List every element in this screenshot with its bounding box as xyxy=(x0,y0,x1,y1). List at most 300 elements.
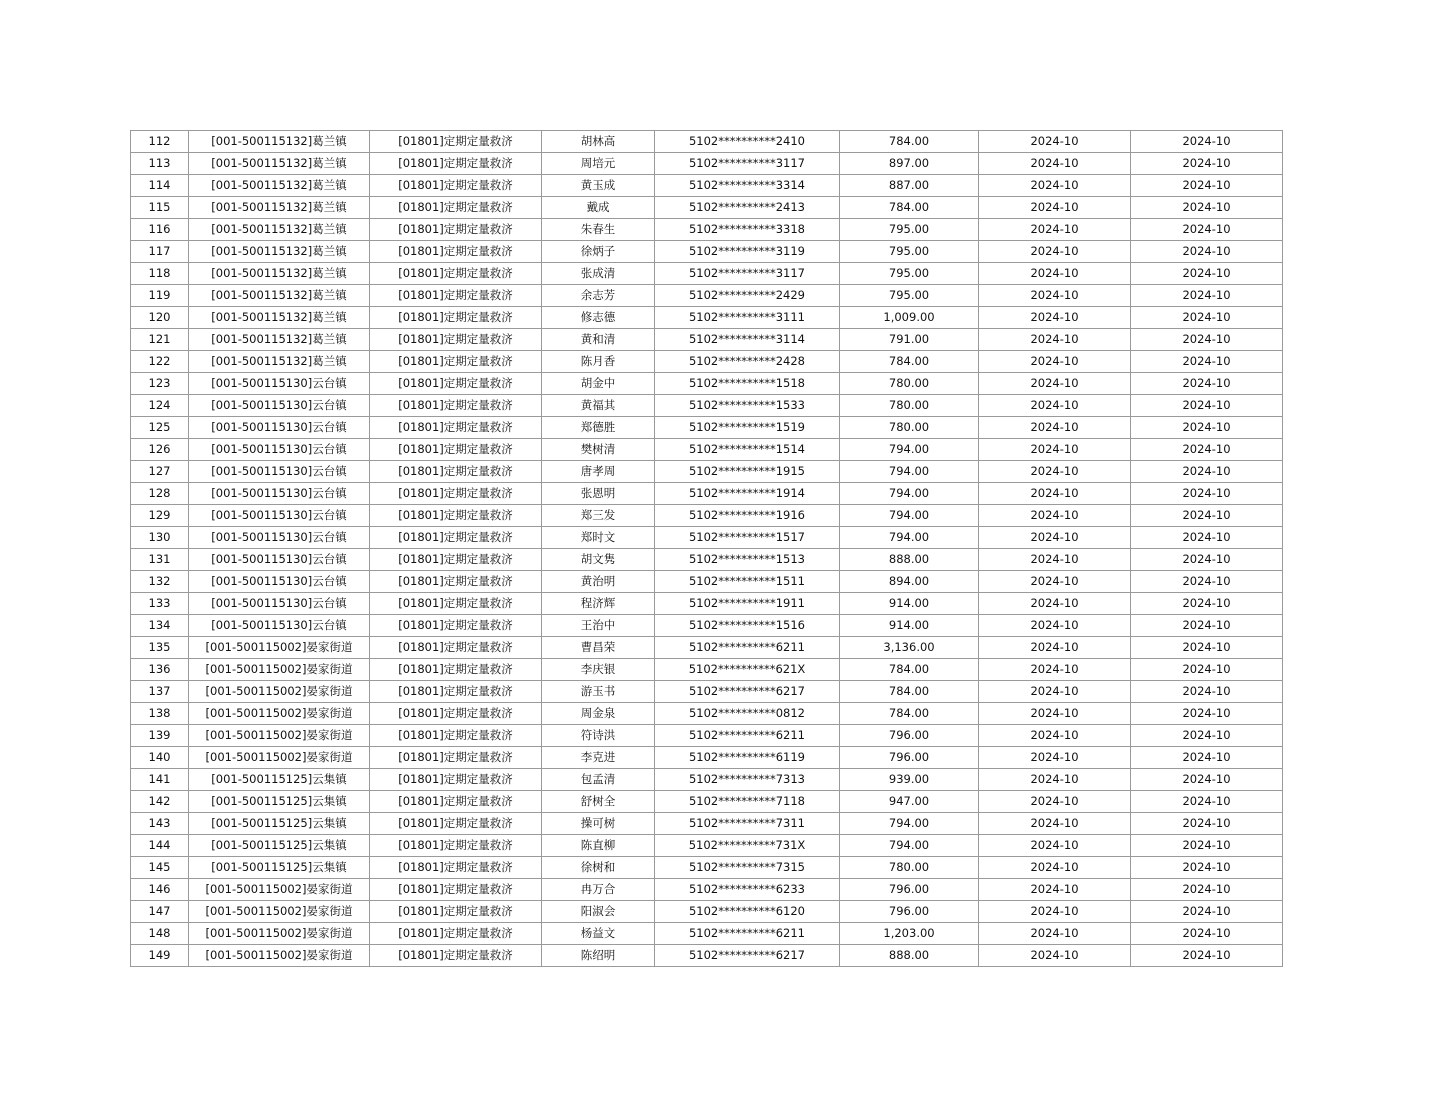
id-number-cell: 5102**********6211 xyxy=(655,637,840,659)
table-row xyxy=(131,593,1283,615)
relief-type-cell: [01801]定期定量救济 xyxy=(370,835,542,857)
id-number-cell: 5102**********7313 xyxy=(655,769,840,791)
row-number-cell: 136 xyxy=(131,659,189,681)
table-row xyxy=(131,923,1283,945)
start-period-cell: 2024-10 xyxy=(979,395,1131,417)
end-period-cell: 2024-10 xyxy=(1131,527,1283,549)
id-number-cell: 5102**********2413 xyxy=(655,197,840,219)
start-period-cell: 2024-10 xyxy=(979,593,1131,615)
start-period-cell: 2024-10 xyxy=(979,241,1131,263)
end-period-cell: 2024-10 xyxy=(1131,417,1283,439)
area-cell: [001-500115130]云台镇 xyxy=(189,527,370,549)
relief-type-cell: [01801]定期定量救济 xyxy=(370,571,542,593)
relief-type-cell: [01801]定期定量救济 xyxy=(370,747,542,769)
id-number-cell: 5102**********3314 xyxy=(655,175,840,197)
end-period-cell: 2024-10 xyxy=(1131,857,1283,879)
name-cell: 余志芳 xyxy=(542,285,655,307)
id-number-cell: 5102**********6217 xyxy=(655,945,840,967)
name-cell: 李克进 xyxy=(542,747,655,769)
table-row xyxy=(131,703,1283,725)
start-period-cell: 2024-10 xyxy=(979,769,1131,791)
start-period-cell: 2024-10 xyxy=(979,263,1131,285)
relief-type-cell: [01801]定期定量救济 xyxy=(370,197,542,219)
end-period-cell: 2024-10 xyxy=(1131,923,1283,945)
id-number-cell: 5102**********1533 xyxy=(655,395,840,417)
row-number-cell: 119 xyxy=(131,285,189,307)
row-number-cell: 134 xyxy=(131,615,189,637)
row-number-cell: 132 xyxy=(131,571,189,593)
relief-type-cell: [01801]定期定量救济 xyxy=(370,153,542,175)
end-period-cell: 2024-10 xyxy=(1131,395,1283,417)
start-period-cell: 2024-10 xyxy=(979,923,1131,945)
area-cell: [001-500115132]葛兰镇 xyxy=(189,329,370,351)
start-period-cell: 2024-10 xyxy=(979,351,1131,373)
relief-type-cell: [01801]定期定量救济 xyxy=(370,483,542,505)
end-period-cell: 2024-10 xyxy=(1131,703,1283,725)
table-row xyxy=(131,461,1283,483)
id-number-cell: 5102**********1914 xyxy=(655,483,840,505)
table-row xyxy=(131,351,1283,373)
end-period-cell: 2024-10 xyxy=(1131,835,1283,857)
table-row xyxy=(131,285,1283,307)
area-cell: [001-500115130]云台镇 xyxy=(189,593,370,615)
relief-type-cell: [01801]定期定量救济 xyxy=(370,329,542,351)
id-number-cell: 5102**********7311 xyxy=(655,813,840,835)
table-row xyxy=(131,373,1283,395)
start-period-cell: 2024-10 xyxy=(979,549,1131,571)
end-period-cell: 2024-10 xyxy=(1131,153,1283,175)
row-number-cell: 130 xyxy=(131,527,189,549)
id-number-cell: 5102**********2428 xyxy=(655,351,840,373)
amount-cell: 939.00 xyxy=(840,769,979,791)
table-row xyxy=(131,725,1283,747)
amount-cell: 897.00 xyxy=(840,153,979,175)
row-number-cell: 140 xyxy=(131,747,189,769)
area-cell: [001-500115132]葛兰镇 xyxy=(189,153,370,175)
id-number-cell: 5102**********731X xyxy=(655,835,840,857)
id-number-cell: 5102**********3114 xyxy=(655,329,840,351)
table-row xyxy=(131,329,1283,351)
id-number-cell: 5102**********1916 xyxy=(655,505,840,527)
end-period-cell: 2024-10 xyxy=(1131,813,1283,835)
name-cell: 王治中 xyxy=(542,615,655,637)
end-period-cell: 2024-10 xyxy=(1131,791,1283,813)
row-number-cell: 128 xyxy=(131,483,189,505)
relief-type-cell: [01801]定期定量救济 xyxy=(370,263,542,285)
row-number-cell: 133 xyxy=(131,593,189,615)
start-period-cell: 2024-10 xyxy=(979,703,1131,725)
end-period-cell: 2024-10 xyxy=(1131,725,1283,747)
area-cell: [001-500115132]葛兰镇 xyxy=(189,131,370,153)
amount-cell: 780.00 xyxy=(840,373,979,395)
name-cell: 曹昌荣 xyxy=(542,637,655,659)
table-row xyxy=(131,219,1283,241)
start-period-cell: 2024-10 xyxy=(979,725,1131,747)
relief-type-cell: [01801]定期定量救济 xyxy=(370,439,542,461)
name-cell: 冉万合 xyxy=(542,879,655,901)
name-cell: 周金泉 xyxy=(542,703,655,725)
relief-type-cell: [01801]定期定量救济 xyxy=(370,681,542,703)
row-number-cell: 131 xyxy=(131,549,189,571)
end-period-cell: 2024-10 xyxy=(1131,285,1283,307)
row-number-cell: 148 xyxy=(131,923,189,945)
relief-type-cell: [01801]定期定量救济 xyxy=(370,417,542,439)
row-number-cell: 147 xyxy=(131,901,189,923)
amount-cell: 780.00 xyxy=(840,417,979,439)
table-row xyxy=(131,241,1283,263)
row-number-cell: 146 xyxy=(131,879,189,901)
amount-cell: 947.00 xyxy=(840,791,979,813)
name-cell: 符诗洪 xyxy=(542,725,655,747)
relief-type-cell: [01801]定期定量救济 xyxy=(370,549,542,571)
row-number-cell: 120 xyxy=(131,307,189,329)
name-cell: 陈绍明 xyxy=(542,945,655,967)
row-number-cell: 144 xyxy=(131,835,189,857)
area-cell: [001-500115002]晏家街道 xyxy=(189,901,370,923)
name-cell: 舒树全 xyxy=(542,791,655,813)
table-body xyxy=(131,131,1283,967)
start-period-cell: 2024-10 xyxy=(979,659,1131,681)
end-period-cell: 2024-10 xyxy=(1131,505,1283,527)
amount-cell: 784.00 xyxy=(840,681,979,703)
relief-type-cell: [01801]定期定量救济 xyxy=(370,131,542,153)
table-row xyxy=(131,659,1283,681)
area-cell: [001-500115132]葛兰镇 xyxy=(189,219,370,241)
end-period-cell: 2024-10 xyxy=(1131,483,1283,505)
name-cell: 胡文隽 xyxy=(542,549,655,571)
area-cell: [001-500115125]云集镇 xyxy=(189,813,370,835)
start-period-cell: 2024-10 xyxy=(979,417,1131,439)
name-cell: 郑时文 xyxy=(542,527,655,549)
relief-type-cell: [01801]定期定量救济 xyxy=(370,945,542,967)
start-period-cell: 2024-10 xyxy=(979,571,1131,593)
name-cell: 黄和清 xyxy=(542,329,655,351)
table-row xyxy=(131,307,1283,329)
relief-type-cell: [01801]定期定量救济 xyxy=(370,175,542,197)
end-period-cell: 2024-10 xyxy=(1131,879,1283,901)
amount-cell: 795.00 xyxy=(840,219,979,241)
area-cell: [001-500115125]云集镇 xyxy=(189,835,370,857)
area-cell: [001-500115130]云台镇 xyxy=(189,549,370,571)
start-period-cell: 2024-10 xyxy=(979,945,1131,967)
relief-type-cell: [01801]定期定量救济 xyxy=(370,659,542,681)
name-cell: 李庆银 xyxy=(542,659,655,681)
row-number-cell: 113 xyxy=(131,153,189,175)
row-number-cell: 118 xyxy=(131,263,189,285)
table-row xyxy=(131,483,1283,505)
relief-type-cell: [01801]定期定量救济 xyxy=(370,461,542,483)
table-row xyxy=(131,769,1283,791)
start-period-cell: 2024-10 xyxy=(979,681,1131,703)
amount-cell: 784.00 xyxy=(840,197,979,219)
id-number-cell: 5102**********621X xyxy=(655,659,840,681)
start-period-cell: 2024-10 xyxy=(979,901,1131,923)
row-number-cell: 117 xyxy=(131,241,189,263)
id-number-cell: 5102**********1516 xyxy=(655,615,840,637)
table-row xyxy=(131,395,1283,417)
start-period-cell: 2024-10 xyxy=(979,439,1131,461)
amount-cell: 784.00 xyxy=(840,703,979,725)
row-number-cell: 141 xyxy=(131,769,189,791)
amount-cell: 794.00 xyxy=(840,835,979,857)
start-period-cell: 2024-10 xyxy=(979,857,1131,879)
amount-cell: 784.00 xyxy=(840,131,979,153)
end-period-cell: 2024-10 xyxy=(1131,263,1283,285)
amount-cell: 3,136.00 xyxy=(840,637,979,659)
area-cell: [001-500115002]晏家街道 xyxy=(189,659,370,681)
amount-cell: 795.00 xyxy=(840,263,979,285)
area-cell: [001-500115125]云集镇 xyxy=(189,857,370,879)
end-period-cell: 2024-10 xyxy=(1131,241,1283,263)
name-cell: 唐孝周 xyxy=(542,461,655,483)
relief-type-cell: [01801]定期定量救济 xyxy=(370,351,542,373)
table-row xyxy=(131,791,1283,813)
start-period-cell: 2024-10 xyxy=(979,637,1131,659)
relief-type-cell: [01801]定期定量救济 xyxy=(370,879,542,901)
area-cell: [001-500115130]云台镇 xyxy=(189,571,370,593)
amount-cell: 914.00 xyxy=(840,593,979,615)
table-row xyxy=(131,945,1283,967)
amount-cell: 894.00 xyxy=(840,571,979,593)
end-period-cell: 2024-10 xyxy=(1131,329,1283,351)
amount-cell: 791.00 xyxy=(840,329,979,351)
name-cell: 樊树清 xyxy=(542,439,655,461)
start-period-cell: 2024-10 xyxy=(979,153,1131,175)
table-row xyxy=(131,549,1283,571)
amount-cell: 796.00 xyxy=(840,901,979,923)
name-cell: 黄玉成 xyxy=(542,175,655,197)
table-row xyxy=(131,527,1283,549)
name-cell: 朱春生 xyxy=(542,219,655,241)
start-period-cell: 2024-10 xyxy=(979,461,1131,483)
name-cell: 游玉书 xyxy=(542,681,655,703)
row-number-cell: 129 xyxy=(131,505,189,527)
amount-cell: 888.00 xyxy=(840,549,979,571)
relief-type-cell: [01801]定期定量救济 xyxy=(370,901,542,923)
row-number-cell: 112 xyxy=(131,131,189,153)
relief-type-cell: [01801]定期定量救济 xyxy=(370,923,542,945)
name-cell: 修志德 xyxy=(542,307,655,329)
end-period-cell: 2024-10 xyxy=(1131,747,1283,769)
end-period-cell: 2024-10 xyxy=(1131,615,1283,637)
end-period-cell: 2024-10 xyxy=(1131,307,1283,329)
id-number-cell: 5102**********3117 xyxy=(655,153,840,175)
id-number-cell: 5102**********6211 xyxy=(655,923,840,945)
amount-cell: 795.00 xyxy=(840,241,979,263)
id-number-cell: 5102**********1513 xyxy=(655,549,840,571)
row-number-cell: 124 xyxy=(131,395,189,417)
amount-cell: 888.00 xyxy=(840,945,979,967)
name-cell: 徐炳子 xyxy=(542,241,655,263)
id-number-cell: 5102**********6211 xyxy=(655,725,840,747)
start-period-cell: 2024-10 xyxy=(979,307,1131,329)
area-cell: [001-500115130]云台镇 xyxy=(189,461,370,483)
relief-type-cell: [01801]定期定量救济 xyxy=(370,505,542,527)
name-cell: 胡林高 xyxy=(542,131,655,153)
area-cell: [001-500115132]葛兰镇 xyxy=(189,307,370,329)
area-cell: [001-500115002]晏家街道 xyxy=(189,923,370,945)
table-row xyxy=(131,417,1283,439)
amount-cell: 784.00 xyxy=(840,351,979,373)
table-row xyxy=(131,813,1283,835)
area-cell: [001-500115002]晏家街道 xyxy=(189,879,370,901)
area-cell: [001-500115002]晏家街道 xyxy=(189,681,370,703)
id-number-cell: 5102**********7315 xyxy=(655,857,840,879)
id-number-cell: 5102**********1511 xyxy=(655,571,840,593)
id-number-cell: 5102**********7118 xyxy=(655,791,840,813)
start-period-cell: 2024-10 xyxy=(979,813,1131,835)
name-cell: 操可树 xyxy=(542,813,655,835)
row-number-cell: 121 xyxy=(131,329,189,351)
id-number-cell: 5102**********6119 xyxy=(655,747,840,769)
relief-type-cell: [01801]定期定量救济 xyxy=(370,373,542,395)
table-row xyxy=(131,835,1283,857)
area-cell: [001-500115002]晏家街道 xyxy=(189,945,370,967)
end-period-cell: 2024-10 xyxy=(1131,197,1283,219)
name-cell: 陈月香 xyxy=(542,351,655,373)
id-number-cell: 5102**********6233 xyxy=(655,879,840,901)
relief-type-cell: [01801]定期定量救济 xyxy=(370,615,542,637)
amount-cell: 1,009.00 xyxy=(840,307,979,329)
row-number-cell: 115 xyxy=(131,197,189,219)
name-cell: 程济辉 xyxy=(542,593,655,615)
area-cell: [001-500115132]葛兰镇 xyxy=(189,175,370,197)
area-cell: [001-500115132]葛兰镇 xyxy=(189,285,370,307)
start-period-cell: 2024-10 xyxy=(979,197,1131,219)
relief-type-cell: [01801]定期定量救济 xyxy=(370,703,542,725)
name-cell: 阳淑会 xyxy=(542,901,655,923)
relief-type-cell: [01801]定期定量救济 xyxy=(370,769,542,791)
relief-type-cell: [01801]定期定量救济 xyxy=(370,791,542,813)
name-cell: 张恩明 xyxy=(542,483,655,505)
id-number-cell: 5102**********1514 xyxy=(655,439,840,461)
id-number-cell: 5102**********1517 xyxy=(655,527,840,549)
area-cell: [001-500115132]葛兰镇 xyxy=(189,241,370,263)
area-cell: [001-500115130]云台镇 xyxy=(189,373,370,395)
relief-table xyxy=(130,130,1283,967)
id-number-cell: 5102**********1915 xyxy=(655,461,840,483)
end-period-cell: 2024-10 xyxy=(1131,659,1283,681)
end-period-cell: 2024-10 xyxy=(1131,461,1283,483)
table-row xyxy=(131,879,1283,901)
name-cell: 周培元 xyxy=(542,153,655,175)
name-cell: 黄福其 xyxy=(542,395,655,417)
table-row xyxy=(131,439,1283,461)
row-number-cell: 143 xyxy=(131,813,189,835)
id-number-cell: 5102**********1911 xyxy=(655,593,840,615)
amount-cell: 1,203.00 xyxy=(840,923,979,945)
id-number-cell: 5102**********2410 xyxy=(655,131,840,153)
row-number-cell: 123 xyxy=(131,373,189,395)
table-row xyxy=(131,747,1283,769)
amount-cell: 784.00 xyxy=(840,659,979,681)
amount-cell: 794.00 xyxy=(840,483,979,505)
end-period-cell: 2024-10 xyxy=(1131,175,1283,197)
end-period-cell: 2024-10 xyxy=(1131,131,1283,153)
amount-cell: 794.00 xyxy=(840,527,979,549)
relief-type-cell: [01801]定期定量救济 xyxy=(370,725,542,747)
relief-type-cell: [01801]定期定量救济 xyxy=(370,527,542,549)
relief-type-cell: [01801]定期定量救济 xyxy=(370,241,542,263)
row-number-cell: 139 xyxy=(131,725,189,747)
relief-type-cell: [01801]定期定量救济 xyxy=(370,857,542,879)
end-period-cell: 2024-10 xyxy=(1131,637,1283,659)
relief-type-cell: [01801]定期定量救济 xyxy=(370,813,542,835)
row-number-cell: 114 xyxy=(131,175,189,197)
end-period-cell: 2024-10 xyxy=(1131,439,1283,461)
end-period-cell: 2024-10 xyxy=(1131,219,1283,241)
table-row xyxy=(131,681,1283,703)
area-cell: [001-500115130]云台镇 xyxy=(189,483,370,505)
row-number-cell: 126 xyxy=(131,439,189,461)
area-cell: [001-500115130]云台镇 xyxy=(189,395,370,417)
relief-type-cell: [01801]定期定量救济 xyxy=(370,219,542,241)
row-number-cell: 127 xyxy=(131,461,189,483)
start-period-cell: 2024-10 xyxy=(979,505,1131,527)
amount-cell: 794.00 xyxy=(840,461,979,483)
name-cell: 戴成 xyxy=(542,197,655,219)
start-period-cell: 2024-10 xyxy=(979,329,1131,351)
area-cell: [001-500115130]云台镇 xyxy=(189,417,370,439)
amount-cell: 794.00 xyxy=(840,439,979,461)
end-period-cell: 2024-10 xyxy=(1131,769,1283,791)
amount-cell: 780.00 xyxy=(840,395,979,417)
name-cell: 张成清 xyxy=(542,263,655,285)
row-number-cell: 142 xyxy=(131,791,189,813)
start-period-cell: 2024-10 xyxy=(979,615,1131,637)
id-number-cell: 5102**********0812 xyxy=(655,703,840,725)
area-cell: [001-500115132]葛兰镇 xyxy=(189,263,370,285)
table-row xyxy=(131,857,1283,879)
amount-cell: 794.00 xyxy=(840,813,979,835)
id-number-cell: 5102**********3117 xyxy=(655,263,840,285)
end-period-cell: 2024-10 xyxy=(1131,373,1283,395)
area-cell: [001-500115130]云台镇 xyxy=(189,505,370,527)
amount-cell: 796.00 xyxy=(840,747,979,769)
name-cell: 包孟清 xyxy=(542,769,655,791)
end-period-cell: 2024-10 xyxy=(1131,351,1283,373)
start-period-cell: 2024-10 xyxy=(979,373,1131,395)
name-cell: 黄治明 xyxy=(542,571,655,593)
end-period-cell: 2024-10 xyxy=(1131,593,1283,615)
row-number-cell: 145 xyxy=(131,857,189,879)
amount-cell: 914.00 xyxy=(840,615,979,637)
area-cell: [001-500115002]晏家街道 xyxy=(189,637,370,659)
amount-cell: 796.00 xyxy=(840,879,979,901)
area-cell: [001-500115125]云集镇 xyxy=(189,769,370,791)
area-cell: [001-500115130]云台镇 xyxy=(189,615,370,637)
id-number-cell: 5102**********3318 xyxy=(655,219,840,241)
start-period-cell: 2024-10 xyxy=(979,285,1131,307)
amount-cell: 795.00 xyxy=(840,285,979,307)
start-period-cell: 2024-10 xyxy=(979,219,1131,241)
row-number-cell: 138 xyxy=(131,703,189,725)
amount-cell: 794.00 xyxy=(840,505,979,527)
id-number-cell: 5102**********3119 xyxy=(655,241,840,263)
row-number-cell: 122 xyxy=(131,351,189,373)
name-cell: 郑德胜 xyxy=(542,417,655,439)
area-cell: [001-500115132]葛兰镇 xyxy=(189,351,370,373)
start-period-cell: 2024-10 xyxy=(979,131,1131,153)
id-number-cell: 5102**********6120 xyxy=(655,901,840,923)
name-cell: 徐树和 xyxy=(542,857,655,879)
start-period-cell: 2024-10 xyxy=(979,483,1131,505)
area-cell: [001-500115002]晏家街道 xyxy=(189,747,370,769)
relief-type-cell: [01801]定期定量救济 xyxy=(370,307,542,329)
relief-type-cell: [01801]定期定量救济 xyxy=(370,395,542,417)
name-cell: 胡金中 xyxy=(542,373,655,395)
table-row xyxy=(131,615,1283,637)
